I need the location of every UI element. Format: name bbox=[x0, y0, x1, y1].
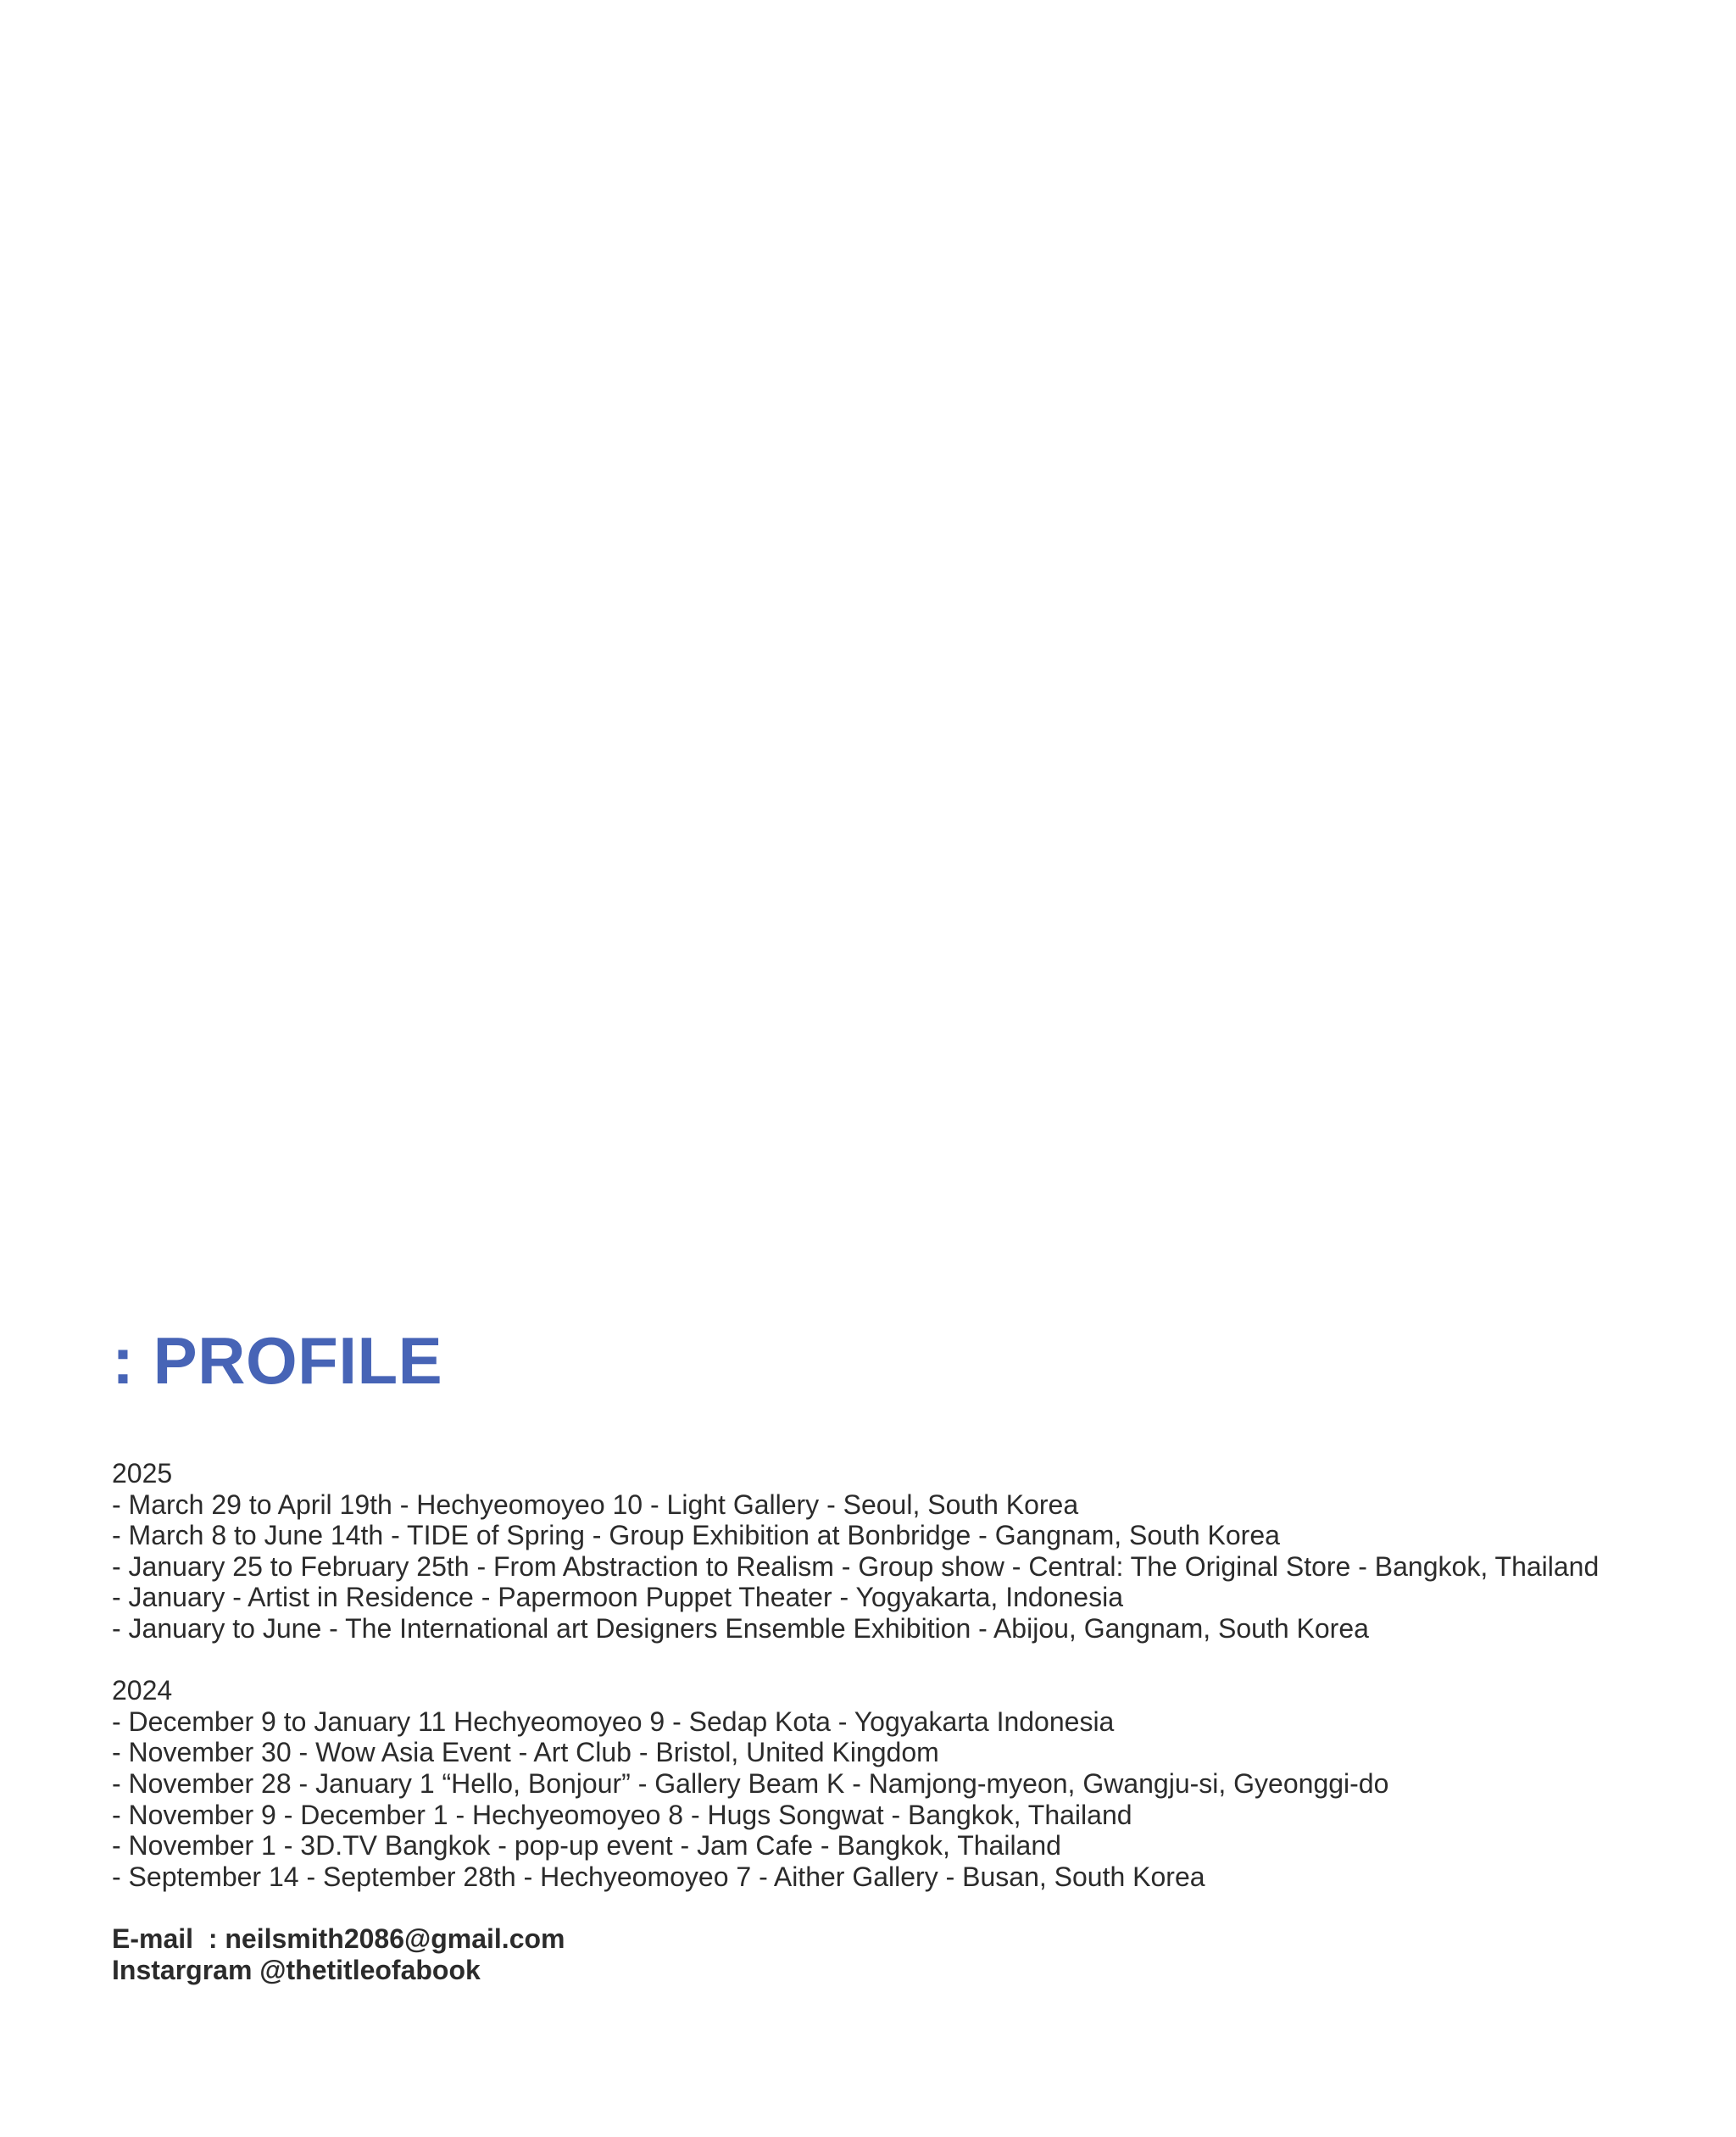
profile-section bbox=[112, 1322, 1689, 1985]
year-block-2024 bbox=[112, 1675, 1689, 1892]
exhibition-entry: - March 29 to April 19th - Hechyeomoyeo 10 - Light Gallery - Seoul, South Korea bbox=[112, 1489, 1079, 1520]
profile-title: : PROFILE bbox=[112, 1323, 443, 1398]
exhibition-entry: - December 9 to January 11 Hechyeomoyeo 9 - Sedap Kota - Yogyakarta Indonesia bbox=[112, 1706, 1115, 1737]
email-contact: E-mail : neilsmith2086@gmail.com bbox=[112, 1923, 565, 1954]
exhibition-entry: - January - Artist in Residence - Papermoon Puppet Theater - Yogyakarta, Indonesia bbox=[112, 1582, 1123, 1613]
exhibition-entry: - January to June - The International art Designers Ensemble Exhibition - Abijou, Gangnam, South Korea bbox=[112, 1612, 1369, 1644]
exhibition-list bbox=[112, 1706, 1689, 1893]
exhibition-list bbox=[112, 1489, 1689, 1644]
contact-block bbox=[112, 1923, 1689, 1985]
year-block-2025 bbox=[112, 1458, 1689, 1644]
exhibition-entry: - November 28 - January 1 “Hello, Bonjour” - Gallery Beam K - Namjong-myeon, Gwangju-si, Gyeonggi-do bbox=[112, 1767, 1389, 1799]
exhibition-entry: - November 30 - Wow Asia Event - Art Club - Bristol, United Kingdom bbox=[112, 1737, 939, 1768]
year-label: 2025 bbox=[112, 1458, 173, 1489]
exhibition-entry: - November 1 - 3D.TV Bangkok - pop-up event - Jam Cafe - Bangkok, Thailand bbox=[112, 1830, 1061, 1862]
exhibition-entry: - November 9 - December 1 - Hechyeomoyeo 8 - Hugs Songwat - Bangkok, Thailand bbox=[112, 1799, 1132, 1830]
exhibition-entry: - September 14 - September 28th - Hechyeomoyeo 7 - Aither Gallery - Busan, South Korea bbox=[112, 1861, 1205, 1892]
exhibition-entry: - January 25 to February 25th - From Abstraction to Realism - Group show - Central: The Original Store - Bangkok, Thailand bbox=[112, 1550, 1600, 1582]
instagram-contact: Instargram @thetitleofabook bbox=[112, 1954, 481, 1985]
exhibition-entry: - March 8 to June 14th - TIDE of Spring - Group Exhibition at Bonbridge - Gangnam, South Korea bbox=[112, 1520, 1280, 1551]
year-label: 2024 bbox=[112, 1675, 173, 1706]
